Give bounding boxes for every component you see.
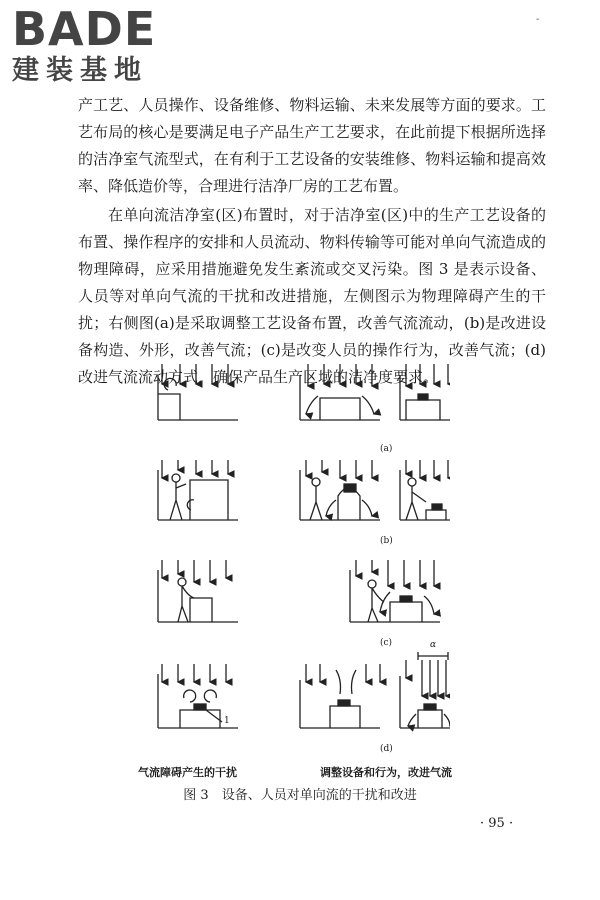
site-logo	[12, 2, 157, 86]
panel-b-right	[400, 460, 450, 520]
label-d: (d)	[380, 744, 393, 754]
panel-d-right	[400, 652, 450, 728]
caption-left: 气流障碍产生的干扰	[138, 766, 237, 779]
label-c: (c)	[380, 638, 393, 648]
panel-b-mid	[300, 460, 380, 520]
panel-c-left	[158, 560, 238, 622]
panel-a-left	[158, 364, 238, 420]
paragraph-1: 产工艺、人员操作、设备维修、物料运输、未来发展等方面的要求。工艺布局的核心是要满足电子产品生产工艺要求，在此前提下根据所选择的洁净室气流型式，在有利于工艺设备的安装维修、物料运输和提高效率、降低造价等，合理进行洁净厂房的工艺布置。	[78, 96, 546, 195]
caption-right: 调整设备和行为，改进气流	[320, 766, 452, 779]
paragraph-2: 在单向流洁净室(区)布置时，对于洁净室(区)中的生产工艺设备的布置、操作程序的安排和人员流动、物料传输等可能对单向气流造成的物理障碍，应采用措施避免发生紊流或交叉污染。图 3 是表示设备、人员等对单向气流的干扰和改进措施，左侧图示为物理障碍产生的干扰；右侧图(a)是采取调整工艺设备布置，改善气流流动，(b)是改进设备构造、外形，改善气流；(c)是改变人员的操作行为，改善气流；(d)改进气流流动方式，确保产品生产区域的洁净度要求。	[78, 206, 546, 386]
logo-text: BADE	[12, 2, 157, 56]
marker-1: 1	[224, 716, 230, 726]
label-b: (b)	[380, 536, 393, 546]
figure-3	[150, 360, 450, 760]
alpha-label: α	[430, 640, 437, 650]
label-a: (a)	[380, 444, 393, 454]
figure-title: 图 3 设备、人员对单向流的干扰和改进	[183, 788, 417, 803]
panel-d-mid	[300, 664, 380, 728]
body-text	[78, 92, 546, 391]
panel-a-mid	[300, 364, 380, 420]
corner-mark: -	[536, 14, 540, 25]
figure-diagram	[150, 360, 450, 760]
panel-c-right	[350, 560, 440, 622]
logo-subtitle: 建装基地	[12, 55, 148, 86]
page-number: · 95 ·	[480, 816, 514, 831]
panel-b-left	[158, 460, 238, 520]
panel-a-right	[400, 364, 450, 420]
